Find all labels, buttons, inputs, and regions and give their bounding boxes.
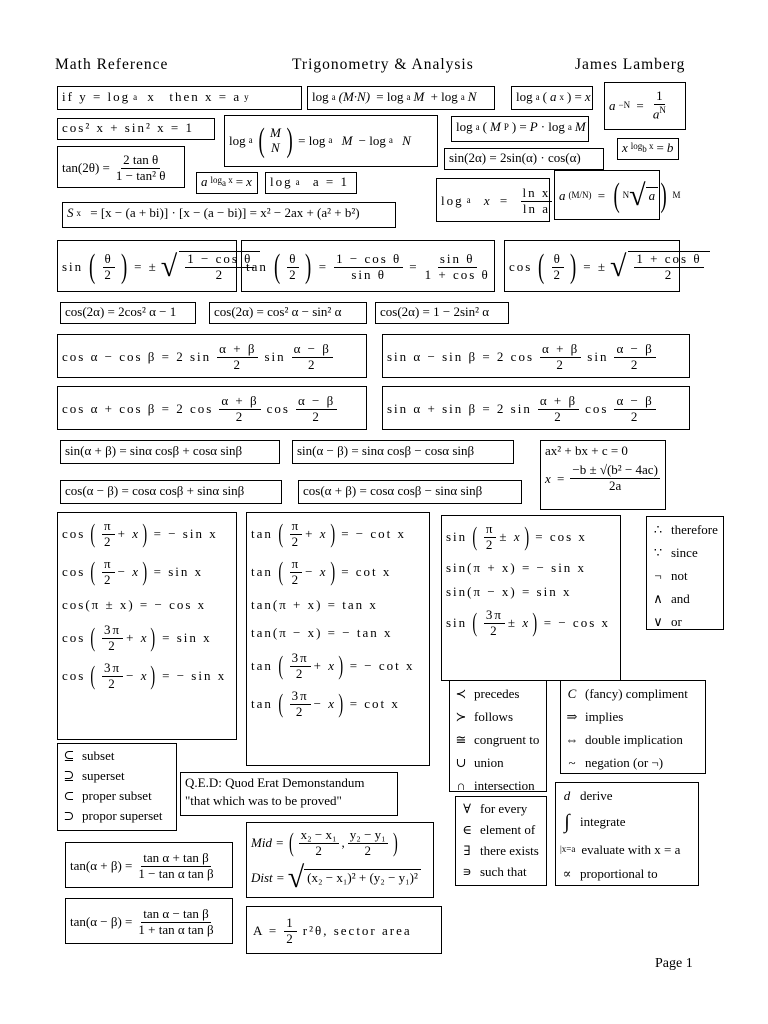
change-of-base: log a x = ln x ln a: [436, 178, 550, 222]
log-inverse: log a ( a x ) = x: [511, 86, 593, 110]
cos-minus-cos: cos α − cos β = 2 sin α + β 2 sin α − β 2: [57, 334, 367, 378]
implication-symbols: C (fancy) compliment ⇒ implies ⇔ double implication ~ negation (or ¬): [560, 680, 706, 774]
symbol-or: ∨ or: [653, 614, 682, 630]
cos-double-2: cos(2α) = cos² α − sin² α: [209, 302, 367, 324]
sin-cofunction: sin ( π 2 ± x ) = cos x sin(π + x) = − sin x sin(π − x) = sin x sin ( 3π 2 ± x ) = − cos x: [441, 515, 621, 681]
log-product-rule: log a (M·N) = log a M + log a N: [307, 86, 495, 110]
cos-cofunction: cos ( π 2 + x ) = − sin x cos ( π 2 − x ) = sin x cos(π ± x) = − cos x cos ( 3π 2 + x ) = sin x cos ( 3π 2 − x ) = − sin x: [57, 512, 237, 740]
logic-symbols: [646, 516, 724, 630]
pythagorean-identity: cos² x + sin² x = 1: [57, 118, 215, 140]
log-power-rule: log a ( M P ) = P · log a M: [451, 116, 589, 142]
tan-half-angle: tan ( θ 2 ) = 1 − cos θ sin θ = sin θ 1 + cos θ: [241, 240, 495, 292]
midpoint-distance: Mid = ( x₂ − x₁ 2 , y₂ − y₁ 2 ) Dist = √ (x₂ − x₁)² + (y₂ − y₁)²: [246, 822, 434, 898]
sector-area: A = $\frac{1}{2}$ r²θ, sector area: [246, 906, 442, 954]
qed-definition: Q.E.D: Quod Erat Demonstandum "that which was to be proved": [180, 772, 398, 816]
quadratic-formula: ax² + bx + c = 0 x = −b ± √(b² − 4ac) 2a: [540, 440, 666, 510]
log-definition: if y = log a x then x = a y: [57, 86, 302, 110]
sin-diff: sin(α − β) = sinα cosβ − cosα sinβ: [292, 440, 514, 464]
tan-sum: tan(α + β) = $\frac{\text{tan α + tan β}}{\text{1 − tan α tan β}}$: [65, 842, 233, 888]
cos-plus-cos: cos α + cos β = 2 cos α + β 2 cos α − β 2: [57, 386, 367, 430]
quadratic-factor: S x = [x − (a + bi)] · [x − (a − bi)] = x² − 2ax + (a² + b²): [62, 202, 396, 228]
symbol-since: ∵ since: [653, 545, 698, 561]
tan-diff: tan(α − β) = $\frac{\text{tan α − tan β}}{\text{1 + tan α tan β}}$: [65, 898, 233, 944]
log-quotient-rule: log a ( M N ) = log a M − log a N: [224, 115, 438, 167]
set-symbols: ⊆ subset ⊇ superset ⊂ proper subset ⊃ propor superset: [57, 743, 177, 831]
symbol-and: ∧ and: [653, 591, 690, 607]
page-number: Page 1: [655, 956, 693, 971]
cos-double-3: cos(2α) = 1 − 2sin² α: [375, 302, 509, 324]
tan-double-angle: tan(2θ) = $\frac{\text{2 tan θ}}{\text{1 − tan² θ}}$: [57, 146, 185, 188]
cos-double-1: cos(2α) = 2cos² α − 1: [60, 302, 196, 324]
cos-sum: cos(α + β) = cosα cosβ − sinα sinβ: [298, 480, 522, 504]
sin-double-angle: sin(2α) = 2sin(α) · cos(α): [444, 148, 604, 170]
sin-plus-sin: sin α + sin β = 2 sin α + β 2 cos α − β 2: [382, 386, 690, 430]
quantifier-symbols: ∀ for every ∈ element of ∃ there exists ∍ such that: [455, 796, 547, 886]
sin-half-angle: sin ( θ 2 ) = ± √ $\frac{\text{1 − cos θ}}{2}$: [57, 240, 237, 292]
log-exp-inverse: x $\log_b x$ = b: [617, 138, 679, 160]
cos-half-angle: cos ( θ 2 ) = ± √ $\frac{\text{1 + cos θ}}{2}$: [504, 240, 680, 292]
symbol-not: ¬ not: [654, 568, 688, 584]
sin-sum: sin(α + β) = sinα cosβ + cosα sinβ: [60, 440, 280, 464]
negative-exponent: a −N = 1 $a^N$: [604, 82, 686, 130]
cos-diff: cos(α − β) = cosα cosβ + sinα sinβ: [60, 480, 282, 504]
header-left: Math Reference: [55, 56, 169, 73]
exp-log-inverse: a $\log_a x$ = x: [196, 172, 258, 194]
symbol-therefore: ∴ therefore: [653, 522, 718, 538]
header-center: Trigonometry & Analysis: [292, 56, 474, 73]
tan-cofunction: tan ( π 2 + x ) = − cot x tan ( π 2 − x ) = cot x tan(π + x) = tan x tan(π − x) = − tan x tan ( 3π 2 + x ) = − cot x tan ( 3π 2 − x ) = cot x: [246, 512, 430, 766]
calculus-symbols: d derive ∫ integrate |x=a evaluate with x = a ∝ proportional to: [555, 782, 699, 886]
sin-minus-sin: sin α − sin β = 2 cos α + β 2 sin α − β 2: [382, 334, 690, 378]
log-a-of-a: log a a = 1: [265, 172, 357, 194]
header-right: James Lamberg: [575, 56, 686, 73]
root-exponent: a (M/N) = ( N √ a ) M: [554, 170, 660, 220]
order-symbols: ≺ precedes ≻ follows ≅ congruent to ∪ union ∩ intersection: [449, 680, 547, 792]
